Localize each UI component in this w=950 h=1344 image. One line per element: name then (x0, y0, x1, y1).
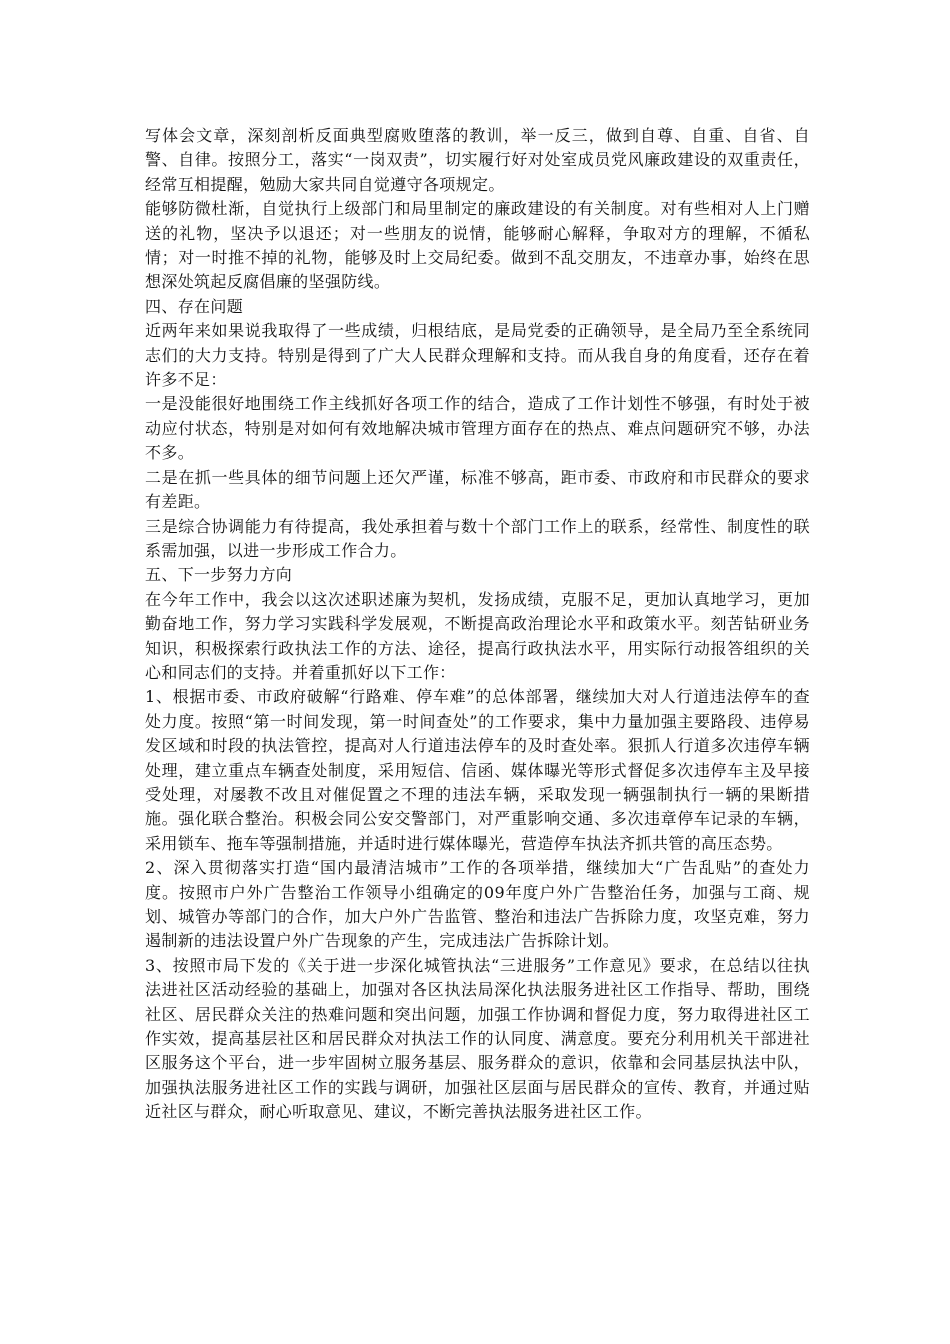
paragraph-task-1: 1、根据市委、市政府破解“行路难、停车难”的总体部署，继续加大对人行道违法停车的查处力度。按照“第一时间发现，第一时间查处”的工作要求，集中力量加强主要路段、违停易发区域和时段的执法管控，提高对人行道违法停车的及时查处率。狠抓人行道多次违停车辆处理，建立重点车辆查处制度，采用短信、信函、媒体曝光等形式督促多次违停车主及早接受处理，对屡教不改且对催促置之不理的违法车辆，采取发现一辆强制执行一辆的果断措施。强化联合整治。积极会同公安交警部门，对严重影响交通、多次违章停车记录的车辆，采用锁车、拖车等强制措施，并适时进行媒体曝光，营造停车执法齐抓共管的高压态势。 (145, 687, 810, 853)
paragraph-task-2: 2、深入贯彻落实打造“国内最清洁城市”工作的各项举措，继续加大“广告乱贴”的查处力度。按照市户外广告整治工作领导小组确定的09年度户外广告整治任务，加强与工商、规划、城管办等部门的合作，加大户外广告监管、整治和违法广告拆除力度，攻坚克难，努力遏制新的违法设置户外广告现象的产生，完成违法广告拆除计划。 (145, 858, 810, 951)
section-heading-problems: 四、存在问题 (145, 296, 244, 316)
paragraph-problem-3: 三是综合协调能力有待提高，我处承担着与数十个部门工作上的联系，经常性、制度性的联系需加强，以进一步形成工作合力。 (145, 516, 810, 560)
paragraph-problem-1: 一是没能很好地围绕工作主线抓好各项工作的结合，造成了工作计划性不够强，有时处于被动应付状态，特别是对如何有效地解决城市管理方面存在的热点、难点问题研究不够，办法不多。 (145, 394, 810, 463)
paragraph-problems-intro: 近两年来如果说我取得了一些成绩，归根结底，是局党委的正确领导，是全局乃至全系统同志们的大力支持。特别是得到了广大人民群众理解和支持。而从我自身的角度看，还存在着许多不足： (145, 321, 810, 390)
paragraph-problem-2: 二是在抓一些具体的细节问题上还欠严谨，标准不够高，距市委、市政府和市民群众的要求有差距。 (145, 467, 810, 512)
paragraph-task-3: 3、按照市局下发的《关于进一步深化城管执法“三进服务”工作意见》要求，在总结以往执法进社区活动经验的基础上，加强对各区执法局深化执法服务进社区工作指导、帮助，围绕社区、居民群众关注的热难问题和突出问题，加强工作协调和督促力度，努力取得进社区工作实效，提高基层社区和居民群众对执法工作的认同度、满意度。要充分利用机关干部进社区服务这个平台，进一步牢固树立服务基层、服务群众的意识，依靠和会同基层执法中队，加强执法服务进社区工作的实践与调研，加强社区层面与居民群众的宣传、教育，并通过贴近社区与群众，耐心听取意见、建议，不断完善执法服务进社区工作。 (145, 955, 810, 1122)
paragraph-next-steps-intro: 在今年工作中，我会以这次述职述廉为契机，发扬成绩，克服不足，更加认真地学习，更加勤奋地工作，努力学习实践科学发展观，不断提高政治理论水平和政策水平。刻苦钻研业务知识，积极探索行政执法工作的方法、途径，提高行政执法水平，用实际行动报答组织的关心和同志们的支持。并着重抓好以下工作： (145, 589, 810, 682)
section-heading-next-steps: 五、下一步努力方向 (145, 565, 293, 585)
paragraph-anti-corruption: 能够防微杜渐，自觉执行上级部门和局里制定的廉政建设的有关制度。对有些相对人上门赠送的礼物，坚决予以退还；对一些朋友的说情，能够耐心解释，争取对方的理解，不循私情；对一时推不掉的礼物，能够及时上交局纪委。做到不乱交朋友，不违章办事，始终在思想深处筑起反腐倡廉的坚强防线。 (145, 199, 810, 292)
document-body (145, 124, 810, 1125)
paragraph-self-discipline: 写体会文章，深刻剖析反面典型腐败堕落的教训，举一反三，做到自尊、自重、自省、自警、自律。按照分工，落实“一岗双责”，切实履行好对处室成员党风廉政建设的双重责任，经常互相提醒，勉励大家共同自觉遵守各项规定。 (145, 126, 810, 194)
